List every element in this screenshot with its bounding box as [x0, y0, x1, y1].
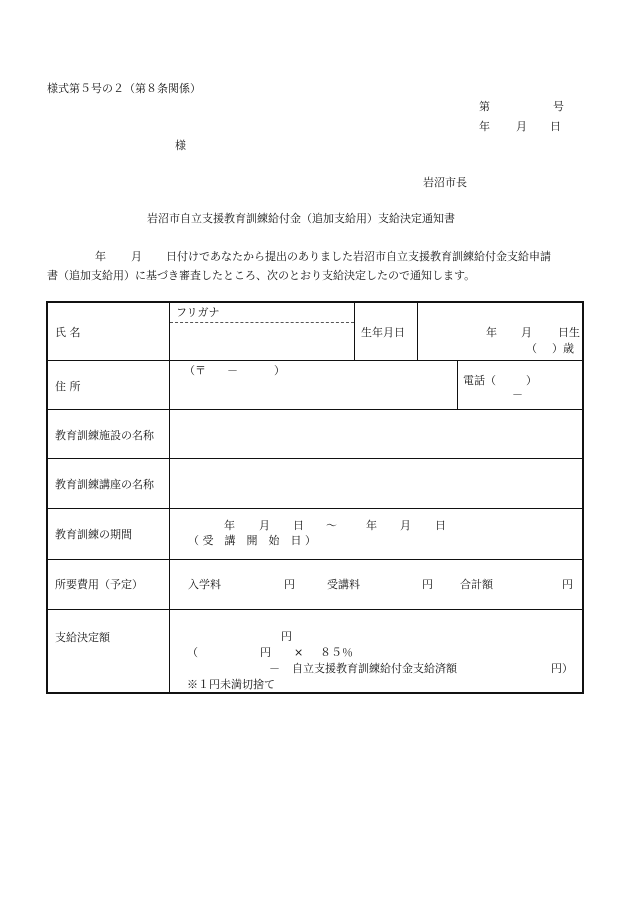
phone-close: ）	[526, 374, 537, 387]
name-row-divider	[417, 303, 418, 360]
decision-calc-yen: 円	[260, 646, 271, 659]
tuition-yen: 円	[422, 578, 433, 591]
decision-amount-yen: 円	[281, 630, 292, 643]
period-start-month: 月	[259, 519, 270, 532]
facility-input[interactable]	[170, 410, 582, 458]
entrance-fee-yen: 円	[284, 578, 295, 591]
total-yen: 円	[562, 578, 573, 591]
decision-minus: －	[269, 662, 280, 675]
issuer: 岩沼市長	[423, 176, 467, 189]
period-end-day: 日	[435, 519, 446, 532]
postal-mark: （〒	[184, 364, 206, 377]
decision-note: ※１円未満切捨て	[187, 678, 275, 691]
body-year: 年	[95, 250, 106, 263]
period-start-day: 日	[293, 519, 304, 532]
row-divider	[48, 360, 582, 361]
document-title: 岩沼市自立支援教育訓練給付金（追加支給用）支給決定通知書	[147, 212, 455, 225]
course-label: 教育訓練講座の名称	[55, 478, 154, 491]
postal-dash: －	[227, 364, 238, 377]
doc-number-prefix: 第	[479, 100, 490, 113]
period-start-year: 年	[224, 519, 235, 532]
name-label: 氏 名	[55, 326, 81, 339]
phone-label: 電話（	[463, 374, 496, 387]
doc-number-suffix: 号	[553, 100, 564, 113]
body-month: 月	[131, 250, 142, 263]
period-end-year: 年	[366, 519, 377, 532]
addressee-suffix: 様	[175, 139, 186, 152]
tuition-label: 受講料	[327, 578, 360, 591]
body-line2: 書（追加支給用）に基づき審査したところ、次のとおり支給決定したので通知します。	[47, 269, 476, 282]
birthdate-label: 生年月日	[361, 326, 405, 339]
period-end-month: 月	[400, 519, 411, 532]
decision-paid-text: 自立支援教育訓練給付金支給済額	[292, 662, 457, 675]
decision-label: 支給決定額	[55, 631, 110, 644]
postal-close: ）	[274, 364, 285, 377]
phone-dash: －	[512, 388, 523, 401]
row-divider	[48, 508, 582, 509]
form-number: 様式第５号の２（第８条関係）	[47, 82, 201, 95]
decision-calc-rate: ８５％	[320, 646, 353, 659]
period-label: 教育訓練の期間	[55, 528, 132, 541]
date-month: 月	[516, 120, 527, 133]
birth-year: 年	[486, 326, 497, 339]
decision-table	[46, 301, 584, 694]
age-close: ）歳	[552, 342, 574, 355]
facility-label: 教育訓練施設の名称	[55, 429, 154, 442]
entrance-fee-label: 入学料	[188, 578, 221, 591]
name-input[interactable]	[170, 323, 354, 359]
row-divider	[48, 559, 582, 560]
address-row-divider	[457, 360, 458, 409]
age-open: （	[526, 342, 537, 355]
course-input[interactable]	[170, 459, 582, 508]
body-line1: 日付けであなたから提出のありました岩沼市自立支援教育訓練給付金支給申請	[166, 250, 551, 263]
furigana-label: フリガナ	[176, 306, 220, 319]
address-label: 住 所	[55, 380, 81, 393]
total-label: 合計額	[460, 578, 493, 591]
date-year: 年	[479, 120, 490, 133]
date-day: 日	[550, 120, 561, 133]
cost-label: 所要費用（予定）	[55, 578, 143, 591]
birth-day: 日生	[558, 326, 580, 339]
name-row-divider	[354, 303, 355, 360]
decision-calc-mult: ×	[294, 646, 304, 659]
period-tilde: ～	[326, 519, 337, 532]
decision-paren-open: （	[187, 646, 198, 659]
birth-month: 月	[521, 326, 532, 339]
period-note: （ 受 講 開 始 日 ）	[188, 534, 316, 547]
decision-paid-close: 円）	[551, 662, 573, 675]
row-divider	[48, 609, 582, 610]
